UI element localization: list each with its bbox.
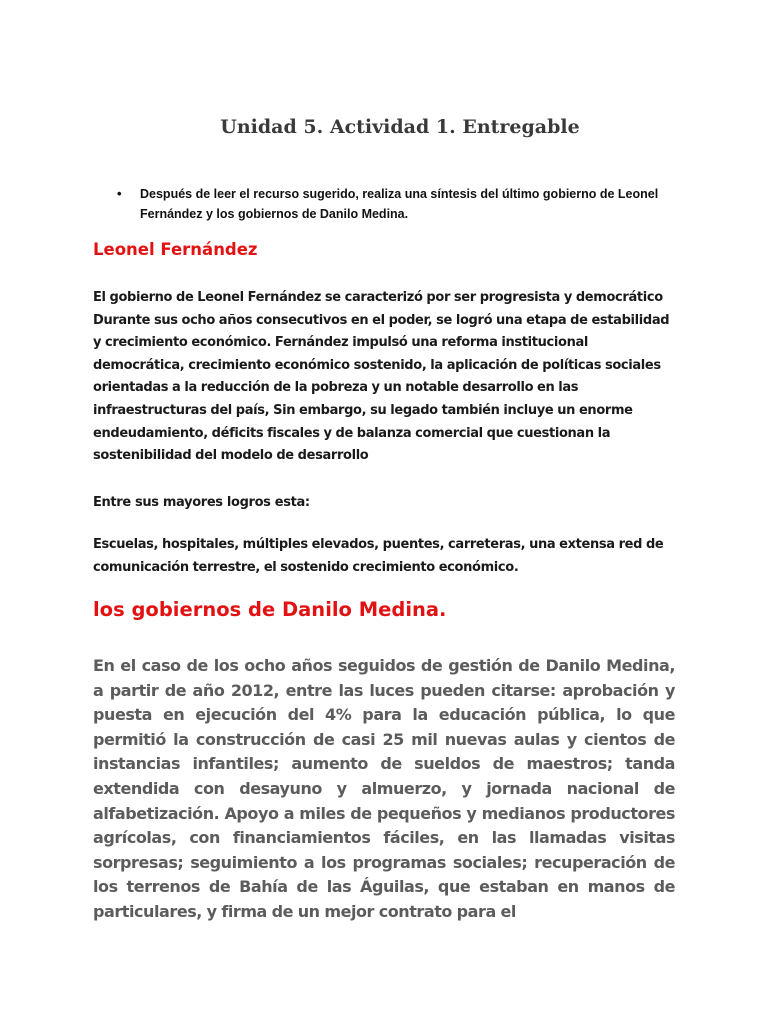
instruction-item — [115, 184, 675, 224]
section-heading-leonel: Leonel Fernández — [93, 240, 258, 259]
instruction-list — [115, 184, 675, 224]
leonel-achievements-list: Escuelas, hospitales, múltiples elevados, puentes, carreteras, una extensa red de comunicación terrestre, el sostenido crecimiento económico. — [93, 537, 664, 575]
leonel-achievements-intro: Entre sus mayores logros esta: — [93, 495, 310, 510]
section-heading-danilo: los gobiernos de Danilo Medina. — [93, 598, 447, 621]
bullet-icon: • — [117, 186, 122, 201]
leonel-summary-paragraph: El gobierno de Leonel Fernández se caracterizó por ser progresista y democrático Durante sus ocho años consecutivos en el poder, se logró una etapa de estabilidad y crecimiento económico. Fernández impulsó una reforma institucional democrática, crecimiento económico sostenido, la aplicación de políticas sociales orientadas a la reducción de la pobreza y un notable desarrollo en las infraestructuras del país, Sin embargo, su legado también incluye un enorme endeudamiento, déficits fiscales y de balanza comercial que cuestionan la sostenibilidad del modelo de desarrollo — [93, 290, 670, 464]
instruction-text: Después de leer el recurso sugerido, realiza una síntesis del último gobierno de Leonel Fernández y los gobiernos de Danilo Medina. — [140, 187, 659, 221]
danilo-summary-paragraph: En el caso de los ocho años seguidos de gestión de Danilo Medina, a partir de año 2012, entre las luces pueden citarse: aprobación y puesta en ejecución del 4% para la educación pública, lo que permitió la construcción de casi 25 mil nuevas aulas y cientos de instancias infantiles; aumento de sueldos de maestros; tanda extendida con desayuno y almuerzo, y jornada nacional de alfabetización. Apoyo a miles de pequeños y medianos productores agrícolas, con financiamientos fáciles, en las llamadas visitas sorpresas; seguimiento a los programas sociales; recuperación de los terrenos de Bahía de las Águilas, que estaban en manos de particulares, y firma de un mejor contrato para el — [93, 656, 675, 921]
document-title: Unidad 5. Actividad 1. Entregable — [220, 115, 580, 138]
